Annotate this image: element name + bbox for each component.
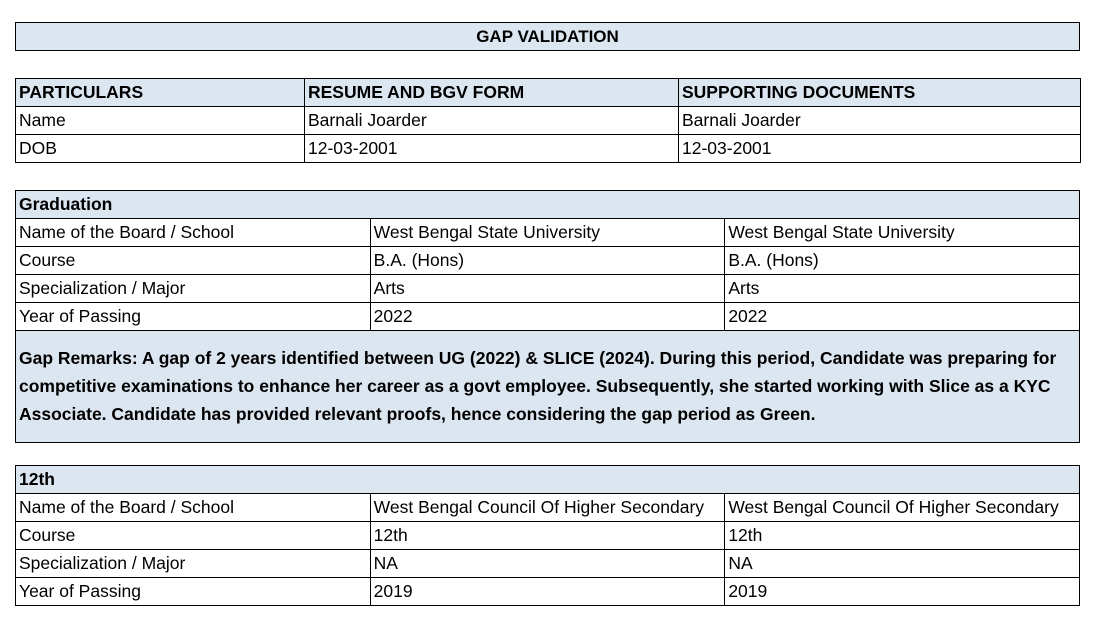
resume-value: 12th (370, 522, 725, 550)
supporting-value: NA (725, 550, 1080, 578)
supporting-value: 2019 (725, 578, 1080, 606)
header-particulars: PARTICULARS (16, 79, 305, 107)
table-row (16, 275, 1080, 303)
header-supporting-docs: SUPPORTING DOCUMENTS (679, 79, 1081, 107)
table-row (16, 494, 1080, 522)
row-label: Course (16, 522, 371, 550)
resume-value: West Bengal Council Of Higher Secondary (370, 494, 725, 522)
table-row (16, 522, 1080, 550)
graduation-table (15, 190, 1080, 443)
row-label: Specialization / Major (16, 275, 371, 303)
particulars-table-wrapper (15, 78, 1080, 163)
table-row (16, 578, 1080, 606)
row-label: Name of the Board / School (16, 494, 371, 522)
supporting-value: Arts (725, 275, 1080, 303)
twelfth-table (15, 465, 1080, 606)
row-label: Specialization / Major (16, 550, 371, 578)
supporting-value: 2022 (725, 303, 1080, 331)
section-header-row (16, 466, 1080, 494)
gap-remarks: Gap Remarks: A gap of 2 years identified between UG (2022) & SLICE (2024). During this period, Candidate was preparing for competitive examinations to enhance her career as a govt employee. Subsequently, she started working with Slice as a KYC Associate. Candidate has provided relevant proofs, hence considering the gap period as Green. (16, 331, 1080, 443)
remarks-row (16, 331, 1080, 443)
resume-value: NA (370, 550, 725, 578)
table-row (16, 135, 1081, 163)
supporting-value: West Bengal Council Of Higher Secondary (725, 494, 1080, 522)
supporting-value: West Bengal State University (725, 219, 1080, 247)
supporting-value: Barnali Joarder (679, 107, 1081, 135)
table-row (16, 219, 1080, 247)
header-resume-bgv: RESUME AND BGV FORM (305, 79, 679, 107)
resume-value: Arts (370, 275, 725, 303)
row-label: Name of the Board / School (16, 219, 371, 247)
row-label: DOB (16, 135, 305, 163)
table-row (16, 247, 1080, 275)
graduation-table-wrapper (15, 190, 1080, 443)
row-label: Year of Passing (16, 303, 371, 331)
table-row (16, 550, 1080, 578)
resume-value: 2022 (370, 303, 725, 331)
page-title: GAP VALIDATION (15, 22, 1080, 51)
graduation-heading: Graduation (16, 191, 1080, 219)
supporting-value: 12th (725, 522, 1080, 550)
twelfth-heading: 12th (16, 466, 1080, 494)
row-label: Year of Passing (16, 578, 371, 606)
table-row (16, 303, 1080, 331)
particulars-table (15, 78, 1081, 163)
resume-value: West Bengal State University (370, 219, 725, 247)
twelfth-table-wrapper (15, 465, 1080, 606)
resume-value: B.A. (Hons) (370, 247, 725, 275)
row-label: Name (16, 107, 305, 135)
table-header-row (16, 79, 1081, 107)
table-row (16, 107, 1081, 135)
resume-value: 2019 (370, 578, 725, 606)
section-header-row (16, 191, 1080, 219)
supporting-value: 12-03-2001 (679, 135, 1081, 163)
resume-value: 12-03-2001 (305, 135, 679, 163)
supporting-value: B.A. (Hons) (725, 247, 1080, 275)
resume-value: Barnali Joarder (305, 107, 679, 135)
row-label: Course (16, 247, 371, 275)
